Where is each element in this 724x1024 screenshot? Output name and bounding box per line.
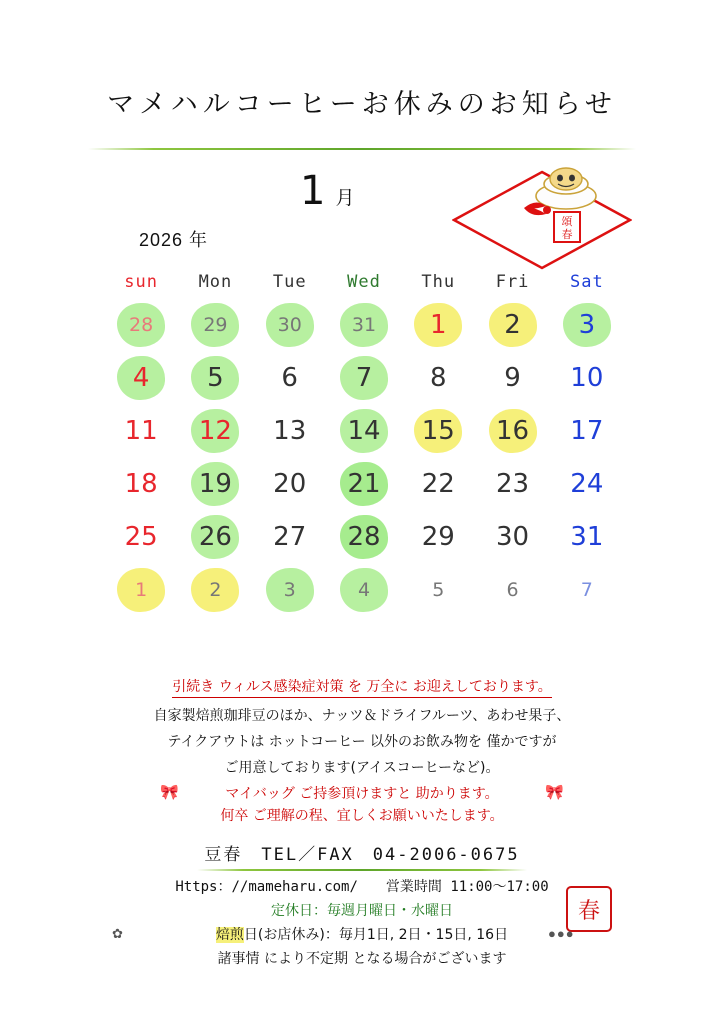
calendar-day-cell [401,351,475,404]
calendar-day-cell [104,404,178,457]
calendar-day-cell [253,404,327,457]
calendar-day-cell [550,351,624,404]
calendar-day-cell [253,563,327,616]
footer-block [0,840,724,972]
calendar-day-cell [178,404,252,457]
calendar-day-cell [401,404,475,457]
calendar-day-cell [327,457,401,510]
calendar-day-cell [104,563,178,616]
day-number: 11 [124,415,158,446]
year-label: 2026 年 [139,230,209,250]
calendar-day-cell [178,563,252,616]
weekday-sat: Sat [569,272,604,292]
title-divider [88,148,636,150]
day-number: 30 [496,521,530,552]
day-number: 7 [580,578,593,601]
calendar-day-cell [401,563,475,616]
roasting-days [0,924,724,944]
day-number: 12 [198,415,232,446]
roast-label: 焙煎 [215,927,244,943]
day-number: 1 [430,309,447,340]
page-title: マメハルコーヒーお休みのお知らせ [107,89,617,120]
month-suffix: 月 [335,188,355,209]
ribbon-row [0,783,724,805]
month-heading [300,168,354,214]
calendar-day-cell [104,351,178,404]
day-number: 2 [504,309,521,340]
day-number: 27 [273,521,307,552]
day-number: 13 [273,415,307,446]
calendar-day-cell [327,351,401,404]
calendar-day-cell [550,404,624,457]
calendar-day-cell [550,298,624,351]
calendar-day-cell [253,298,327,351]
day-number: 3 [578,309,596,340]
notice-line-3: ご用意しております(アイスコーヒーなど)。 [224,760,500,776]
calendar-day-cell [401,510,475,563]
weekday-mon: Mon [198,272,233,292]
calendar-day-cell [550,457,624,510]
day-number: 31 [351,313,377,336]
calendar-day-cell [178,457,252,510]
day-number: 15 [421,415,455,446]
day-number: 4 [132,362,150,393]
day-number: 8 [430,362,447,393]
calendar-day-cell [327,298,401,351]
day-number: 17 [570,415,604,446]
calendar-day-cell [104,298,178,351]
day-number: 18 [124,468,158,499]
day-number: 26 [198,521,232,552]
day-number: 7 [355,362,373,393]
ribbon-icon-right: 🎀 [545,784,564,801]
calendar-day-cell [327,510,401,563]
calendar-day-cell [475,457,549,510]
calendar-day-cell [327,563,401,616]
footer-divider [197,869,527,871]
day-number: 22 [421,468,455,499]
day-number: 5 [207,362,224,393]
calendar-day-cell [475,351,549,404]
calendar-day-cell [253,510,327,563]
calendar-day-cell [178,351,252,404]
month-number: 1 [300,168,326,214]
ribbon-icon-left: 🎀 [160,784,179,801]
calendar-grid [104,298,624,616]
shop-contact: 豆春 TEL／FAX 04-2006-0675 [204,845,520,865]
day-number: 20 [273,468,307,499]
day-number: 28 [129,313,154,336]
roast-rest: 日(お店休み)：毎月1日, 2日・15日, 16日 [243,927,509,943]
day-number: 6 [506,578,519,601]
weekday-sun: sun [124,272,158,292]
notice-red-line-2: 何卒 ご理解の程、宜しくお願いいたします。 [220,808,504,824]
calendar-day-cell [550,563,624,616]
url-and-hours[interactable]: Https：//mameharu.com/ 営業時間 11:00〜17:00 [175,879,549,895]
day-number: 3 [283,578,296,601]
notice-block [0,676,724,831]
calendar-day-cell [327,404,401,457]
day-number: 4 [357,578,371,601]
calendar-day-cell [178,510,252,563]
weekday-fri: Fri [495,272,530,292]
calendar-day-cell [475,510,549,563]
calendar-day-cell [475,298,549,351]
calendar-weekday-header [104,272,624,292]
notice-line-2: テイクアウトは ホットコーヒー 以外のお飲み物を 僅かですが [167,734,557,750]
calendar-day-cell [104,457,178,510]
calendar-day-cell [401,457,475,510]
day-number: 24 [570,468,604,499]
day-number: 31 [570,521,604,552]
day-number: 14 [347,415,381,446]
closed-days: 定休日：毎週月曜日・水曜日 [271,903,453,919]
day-number: 2 [209,578,222,601]
day-number: 5 [432,578,445,601]
irregular-note: 諸事情 により不定期 となる場合がございます [217,951,507,967]
day-number: 16 [496,415,530,446]
shop-stamp-icon: 春 [566,886,612,932]
calendar [104,272,624,616]
svg-text:春: 春 [561,228,573,241]
weekday-tue: Tue [272,272,307,292]
day-number: 30 [277,313,302,336]
day-number: 29 [203,313,228,336]
day-number: 6 [281,362,298,393]
weekday-wed: Wed [347,272,381,292]
day-number: 21 [347,468,381,499]
calendar-day-cell [104,510,178,563]
day-number: 1 [135,578,148,601]
notice-headline: 引続き ウィルス感染症対策 を 万全に お迎えしております。 [172,676,551,698]
calendar-day-cell [253,457,327,510]
coffee-bean-icon-left: ✿ [112,926,123,941]
day-number: 10 [570,362,604,393]
new-year-decoration-icon [452,162,632,272]
day-number: 28 [347,521,381,552]
day-number: 23 [496,468,530,499]
day-number: 19 [198,468,232,499]
calendar-day-cell [178,298,252,351]
notice-line-1: 自家製焙煎珈琲豆のほか、ナッツ＆ドライフルーツ、あわせ果子、 [153,708,571,724]
weekday-thu: Thu [421,272,456,292]
day-number: 9 [504,362,521,393]
day-number: 25 [124,521,158,552]
calendar-day-cell [401,298,475,351]
notice-red-line-1: マイバッグ ご持参頂けますと 助かります。 [225,786,499,802]
svg-text:頌: 頌 [561,215,573,228]
calendar-day-cell [475,563,549,616]
calendar-day-cell [253,351,327,404]
day-number: 29 [421,521,455,552]
calendar-day-cell [475,404,549,457]
calendar-day-cell [550,510,624,563]
coffee-beans-icon-right: ●●● [548,926,575,941]
